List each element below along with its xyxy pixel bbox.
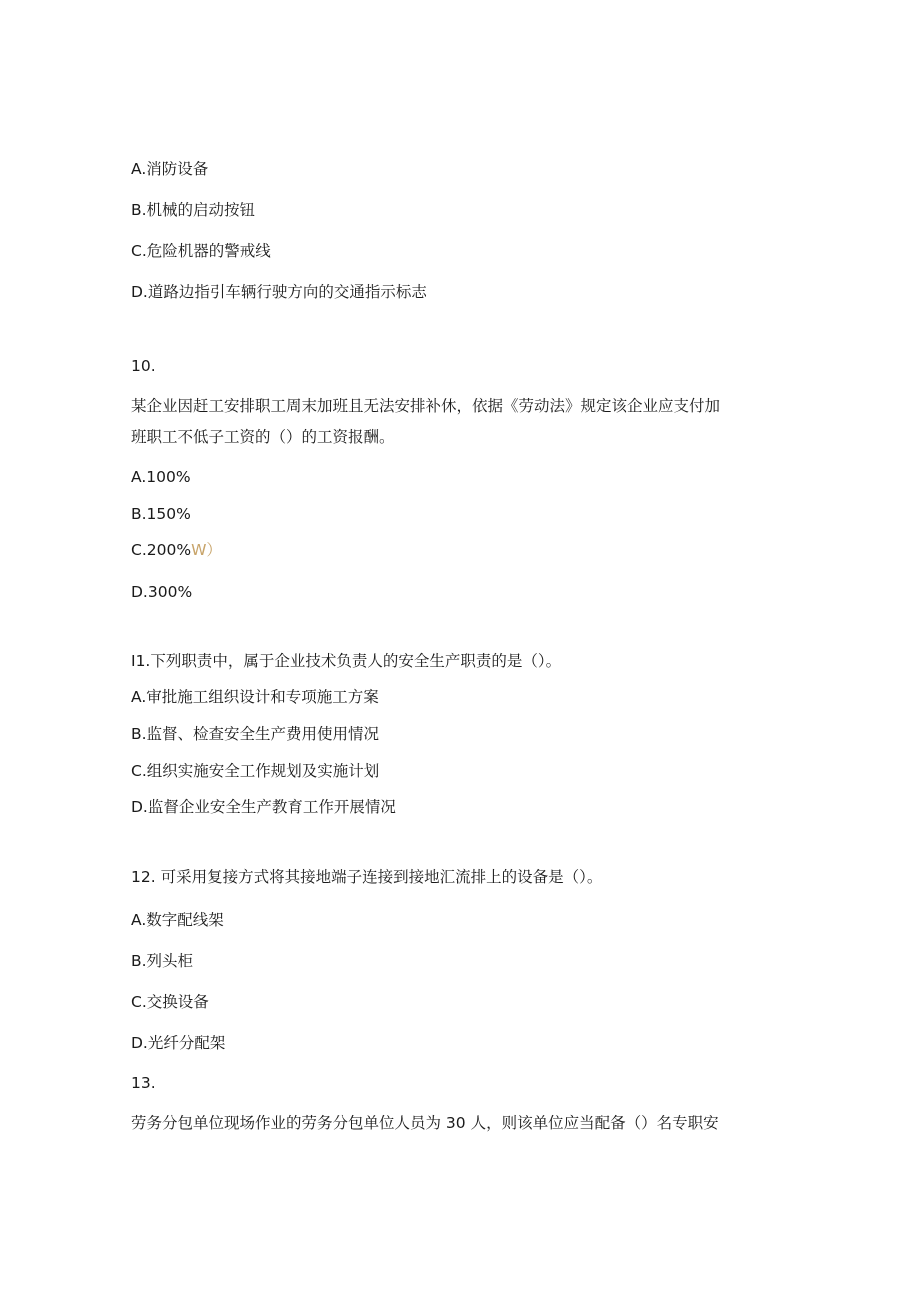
q10-option-c-mark: W） xyxy=(191,541,222,559)
q9-option-c: C.危险机器的警戒线 xyxy=(131,242,271,260)
q10-option-a: A.100% xyxy=(131,468,191,486)
q12-option-b: B.列头柜 xyxy=(131,952,194,970)
q9-option-b: B.机械的启动按钮 xyxy=(131,201,256,219)
q10-stem-line1: 某企业因赶工安排职工周末加班且无法安排补休，依据《劳动法》规定该企业应支付加 xyxy=(131,397,721,415)
q13-stem-line1: 劳务分包单位现场作业的劳务分包单位人员为 30 人，则该单位应当配备（）名专职安 xyxy=(131,1114,719,1132)
q11-stem: I1.下列职责中，属于企业技术负责人的安全生产职责的是（）。 xyxy=(131,652,562,670)
q12-option-c: C.交换设备 xyxy=(131,993,209,1011)
q12-stem: 12. 可采用复接方式将其接地端子连接到接地汇流排上的设备是（）。 xyxy=(131,868,603,886)
q10-option-b: B.150% xyxy=(131,505,191,523)
q13-number: 13. xyxy=(131,1074,156,1092)
q11-option-d: D.监督企业安全生产教育工作开展情况 xyxy=(131,798,396,816)
q9-option-d: D.道路边指引车辆行驶方向的交通指示标志 xyxy=(131,283,427,301)
q10-option-c xyxy=(131,540,222,560)
q10-option-d: D.300% xyxy=(131,583,193,601)
q10-option-c-text: C.200% xyxy=(131,541,192,559)
q9-option-a: A.消防设备 xyxy=(131,160,209,178)
q11-option-c: C.组织实施安全工作规划及实施计划 xyxy=(131,762,380,780)
q11-option-a: A.审批施工组织设计和专项施工方案 xyxy=(131,688,379,706)
q10-stem-line2: 班职工不低子工资的（）的工资报酬。 xyxy=(131,428,395,446)
q12-option-a: A.数字配线架 xyxy=(131,911,224,929)
q12-option-d: D.光纤分配架 xyxy=(131,1034,226,1052)
q10-number: 10. xyxy=(131,357,156,375)
q11-option-b: B.监督、检查安全生产费用使用情况 xyxy=(131,725,380,743)
